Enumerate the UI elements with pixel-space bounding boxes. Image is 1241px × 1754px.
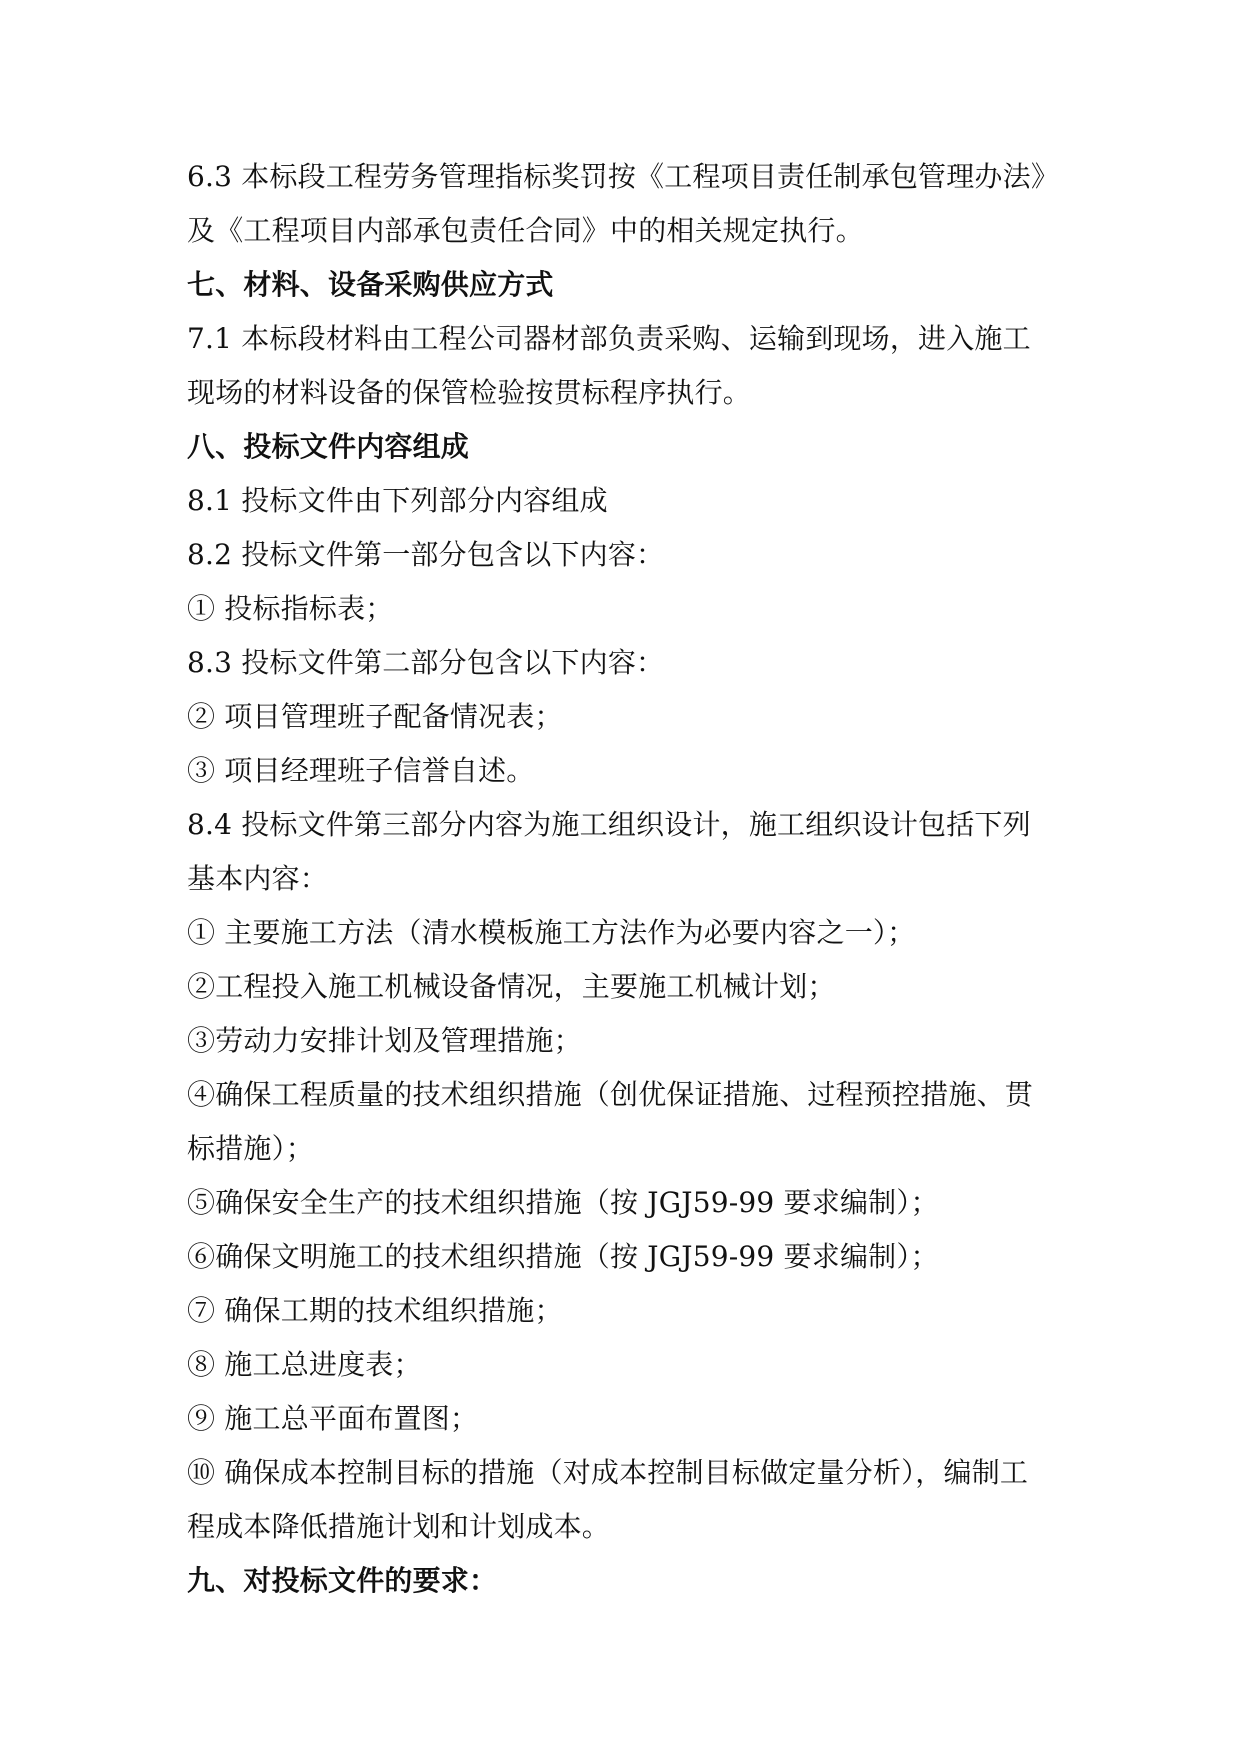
paragraph-line: ② 项目管理班子配备情况表；: [187, 700, 563, 733]
paragraph-line: ⑤确保安全生产的技术组织措施（按 JGJ59-99 要求编制）；: [187, 1186, 939, 1219]
paragraph-line: 及《工程项目内部承包责任合同》中的相关规定执行。: [187, 214, 864, 247]
paragraph-line: 程成本降低措施计划和计划成本。: [187, 1510, 611, 1543]
paragraph-line: 8.3 投标文件第二部分包含以下内容：: [187, 646, 665, 679]
paragraph-line: 8.4 投标文件第三部分内容为施工组织设计，施工组织设计包括下列: [187, 808, 1031, 841]
paragraph-line: 8.1 投标文件由下列部分内容组成: [187, 484, 608, 517]
paragraph-line: ②工程投入施工机械设备情况，主要施工机械计划；: [187, 970, 836, 1003]
section-heading: 九、对投标文件的要求：: [187, 1564, 498, 1597]
paragraph-line: 基本内容：: [187, 862, 329, 895]
paragraph-line: 标措施）；: [187, 1132, 315, 1165]
paragraph-line: ③劳动力安排计划及管理措施；: [187, 1024, 582, 1057]
paragraph-line: ③ 项目经理班子信誉自述。: [187, 754, 535, 787]
section-heading: 八、投标文件内容组成: [187, 430, 470, 463]
document-body: [187, 150, 1077, 1608]
paragraph-line: ① 投标指标表；: [187, 592, 394, 625]
paragraph-line: ⑩ 确保成本控制目标的措施（对成本控制目标做定量分析），编制工: [187, 1456, 1029, 1489]
paragraph-line: 8.2 投标文件第一部分包含以下内容：: [187, 538, 665, 571]
paragraph-line: ⑦ 确保工期的技术组织措施；: [187, 1294, 563, 1327]
paragraph-line: ④确保工程质量的技术组织措施（创优保证措施、过程预控措施、贯: [187, 1078, 1034, 1111]
paragraph-line: ⑥确保文明施工的技术组织措施（按 JGJ59-99 要求编制）；: [187, 1240, 939, 1273]
paragraph-line: 现场的材料设备的保管检验按贯标程序执行。: [187, 376, 752, 409]
paragraph-line: 7.1 本标段材料由工程公司器材部负责采购、运输到现场，进入施工: [187, 322, 1031, 355]
paragraph-line: ⑨ 施工总平面布置图；: [187, 1402, 479, 1435]
paragraph-line: ① 主要施工方法（清水模板施工方法作为必要内容之一）；: [187, 916, 916, 949]
paragraph-line: 6.3 本标段工程劳务管理指标奖罚按《工程项目责任制承包管理办法》: [187, 160, 1060, 193]
paragraph-line: ⑧ 施工总进度表；: [187, 1348, 422, 1381]
section-heading: 七、材料、设备采购供应方式: [187, 268, 554, 301]
